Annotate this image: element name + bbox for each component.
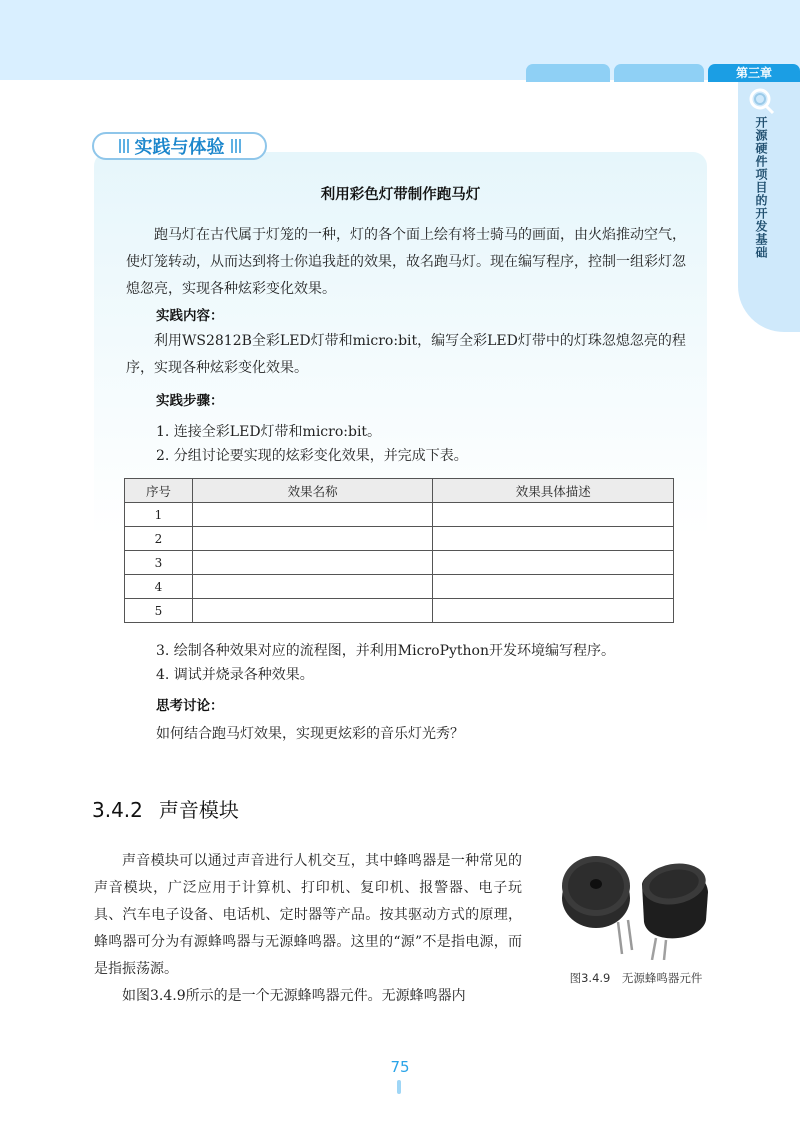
section-heading (92, 794, 239, 823)
chapter-tab-decor (614, 64, 704, 82)
side-chapter-title: 开源硬件项目的开发基础 (754, 116, 768, 259)
table-cell: 3 (125, 551, 193, 575)
table-cell (433, 503, 674, 527)
table-row (125, 575, 674, 599)
table-cell (192, 551, 433, 575)
body-paragraph: 如图3.4.9所示的是一个无源蜂鸣器元件。无源蜂鸣器内 (122, 988, 466, 1004)
content-heading: 实践内容： (156, 308, 224, 324)
effects-table (124, 478, 674, 623)
practice-title: 利用彩色灯带制作跑马灯 (320, 187, 481, 203)
magnifier-icon (746, 86, 776, 116)
table-header-cell: 效果具体描述 (433, 479, 674, 503)
step-item: 2. 分组讨论要实现的炫彩变化效果，并完成下表。 (156, 448, 468, 464)
body-paragraph: 声音模块可以通过声音进行人机交互，其中蜂鸣器是一种常见的声音模块，广泛应用于计算机、打印机、复印机、报警器、电子玩具、汽车电子设备、电话机、定时器等产品。按其驱动方式的原理，蜂鸣器可分为有源蜂鸣器与无源蜂鸣器。这里的“源”不是指电源，而是指振荡源。 (94, 853, 522, 977)
table-cell (433, 575, 674, 599)
practice-box-header (92, 132, 267, 160)
discussion-text: 如何结合跑马灯效果，实现更炫彩的音乐灯光秀？ (156, 726, 464, 742)
step-item: 3. 绘制各种效果对应的流程图，并利用MicroPython开发环境编写程序。 (156, 643, 615, 659)
table-cell (192, 527, 433, 551)
stripe-icon (231, 139, 241, 153)
content-text: 利用WS2812B全彩LED灯带和micro:bit，编写全彩LED灯带中的灯珠忽熄忽亮的程序，实现各种炫彩变化效果。 (126, 333, 686, 376)
step-item: 1. 连接全彩LED灯带和micro:bit。 (156, 424, 382, 440)
buzzer-figure (556, 842, 714, 960)
table-row (125, 599, 674, 623)
table-header-cell: 序号 (125, 479, 193, 503)
table-header-row (125, 479, 674, 503)
page-number: 75 (390, 1058, 410, 1076)
section-number: 3.4.2 (92, 798, 143, 822)
table-row (125, 527, 674, 551)
page-marker (397, 1080, 401, 1094)
table-cell: 4 (125, 575, 193, 599)
table-cell (192, 503, 433, 527)
table-cell: 5 (125, 599, 193, 623)
steps-heading: 实践步骤： (156, 393, 224, 409)
discussion-heading: 思考讨论： (156, 698, 224, 714)
practice-label: 实践与体验 (134, 137, 225, 158)
table-cell: 1 (125, 503, 193, 527)
chapter-label: 第三章 (708, 64, 800, 82)
table-cell (192, 599, 433, 623)
table-cell (433, 551, 674, 575)
figure-caption: 图3.4.9 无源蜂鸣器元件 (569, 971, 703, 985)
section-body (94, 848, 522, 1010)
table-cell (192, 575, 433, 599)
side-panel (738, 82, 800, 332)
table-cell (433, 599, 674, 623)
section-title: 声音模块 (158, 798, 239, 822)
table-row (125, 551, 674, 575)
table-cell: 2 (125, 527, 193, 551)
table-header-cell: 效果名称 (192, 479, 433, 503)
stripe-icon (119, 139, 129, 153)
step-item: 4. 调试并烧录各种效果。 (156, 667, 314, 683)
practice-intro: 跑马灯在古代属于灯笼的一种，灯的各个面上绘有将士骑马的画面，由火焰推动空气，使灯笼转动，从而达到将士你追我赶的效果，故名跑马灯。现在编写程序，控制一组彩灯忽熄忽亮，实现各种炫彩变化效果。 (126, 227, 686, 297)
chapter-tab-decor (526, 64, 610, 82)
table-cell (433, 527, 674, 551)
table-row (125, 503, 674, 527)
